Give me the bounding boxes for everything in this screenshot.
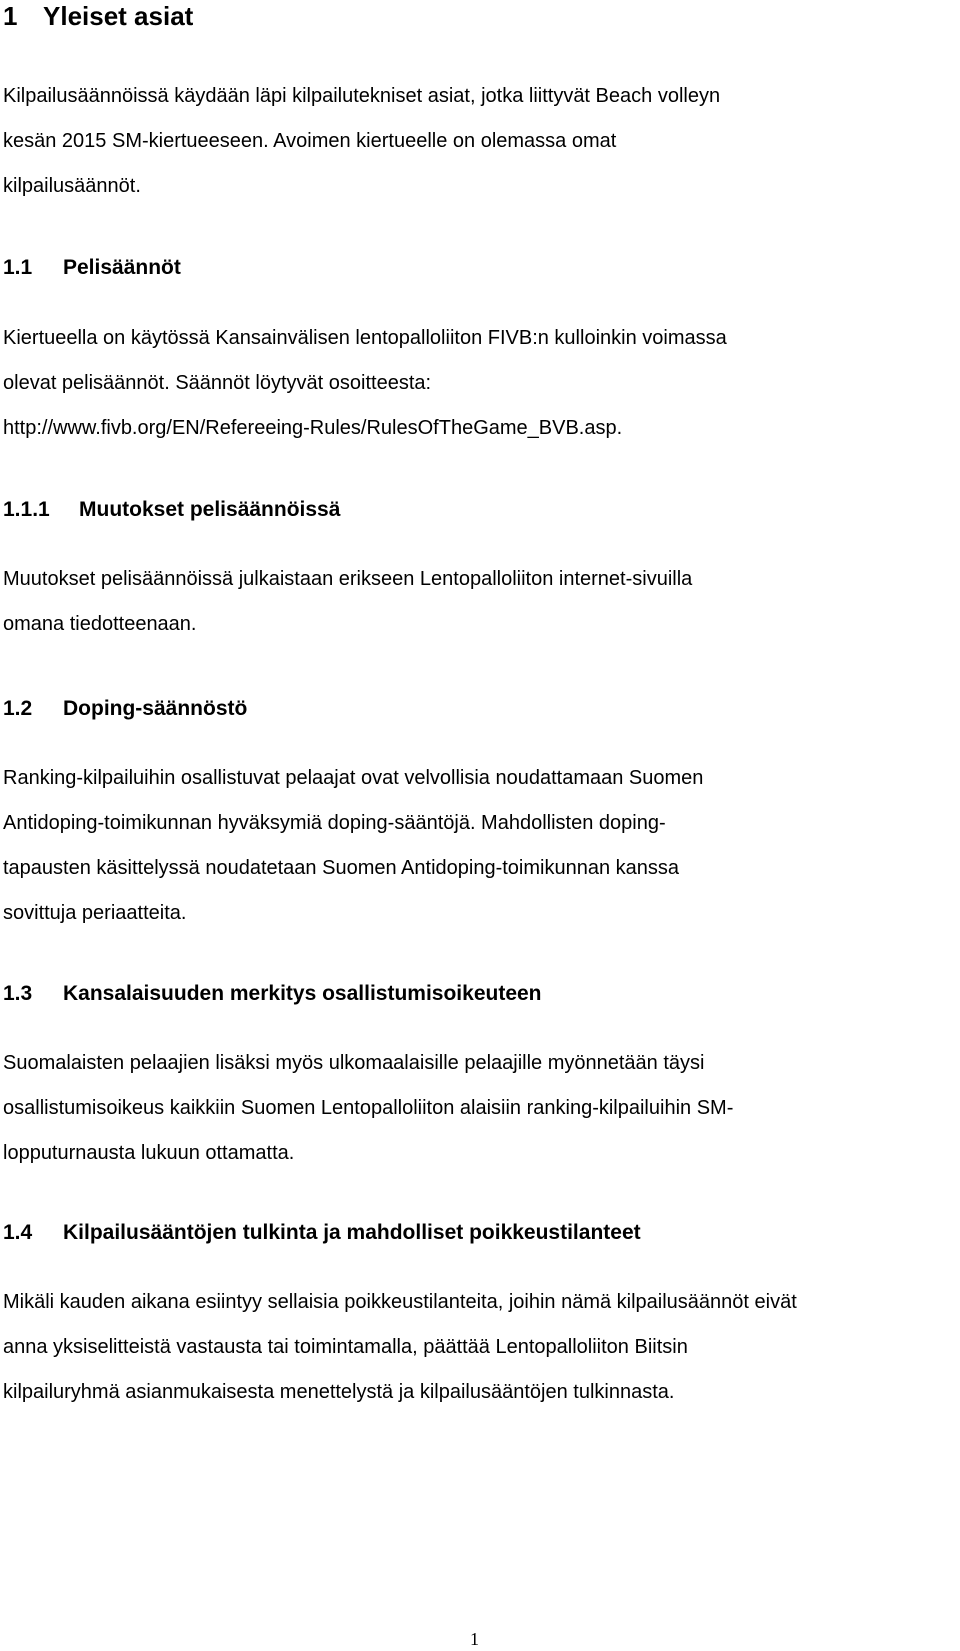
section-1-2-title: Doping-säännöstö	[63, 697, 248, 720]
section-1-1-paragraph	[3, 316, 951, 451]
paragraph-line: tapausten käsittelyssä noudatetaan Suomen Antidoping-toimikunnan kanssa	[3, 857, 680, 879]
paragraph-line: Ranking-kilpailuihin osallistuvat pelaajat ovat velvollisia noudattamaan Suomen	[3, 767, 704, 789]
section-1-4-title: Kilpailusääntöjen tulkinta ja mahdolliset poikkeustilanteet	[63, 1221, 641, 1244]
section-1-title: Yleiset asiat	[43, 1, 194, 31]
paragraph-line: Kilpailusäännöissä käydään läpi kilpailutekniset asiat, jotka liittyvät Beach volleyn	[3, 85, 721, 107]
section-1-paragraph	[3, 74, 951, 209]
paragraph-line: lopputurnausta lukuun ottamatta.	[3, 1142, 295, 1164]
section-1-number: 1	[3, 1, 18, 31]
section-1-heading	[3, 0, 193, 32]
rules-url-line: http://www.fivb.org/EN/Refereeing-Rules/RulesOfTheGame_BVB.asp.	[3, 417, 623, 439]
paragraph-line: osallistumisoikeus kaikkiin Suomen Lentopalloliiton alaisiin ranking-kilpailuihin SM-	[3, 1097, 734, 1119]
section-1-3-paragraph	[3, 1041, 951, 1176]
section-1-4-number: 1.4	[3, 1221, 33, 1244]
section-1-2-heading	[3, 695, 247, 723]
section-1-4-paragraph	[3, 1280, 951, 1415]
section-1-2-number: 1.2	[3, 697, 33, 720]
paragraph-line: Muutokset pelisäännöissä julkaistaan erikseen Lentopalloliiton internet-sivuilla	[3, 568, 693, 590]
section-1-1-1-paragraph	[3, 557, 951, 647]
paragraph-line: omana tiedotteenaan.	[3, 613, 197, 635]
section-1-1-1-heading	[3, 496, 340, 524]
section-1-4-heading	[3, 1219, 641, 1247]
section-1-1-1-number: 1.1.1	[3, 498, 50, 521]
section-1-1-title: Pelisäännöt	[63, 256, 181, 279]
paragraph-line: Suomalaisten pelaajien lisäksi myös ulkomaalaisille pelaajille myönnetään täysi	[3, 1052, 705, 1074]
paragraph-line: kilpailuryhmä asianmukaisesta menettelystä ja kilpailusääntöjen tulkinnasta.	[3, 1381, 675, 1403]
paragraph-line: anna yksiselitteistä vastausta tai toimintamalla, päättää Lentopalloliiton Biitsin	[3, 1336, 688, 1358]
paragraph-line: sovittuja periaatteita.	[3, 902, 187, 924]
paragraph-line: Kiertueella on käytössä Kansainvälisen lentopalloliiton FIVB:n kulloinkin voimassa	[3, 327, 727, 349]
section-1-1-number: 1.1	[3, 256, 33, 279]
section-1-3-number: 1.3	[3, 982, 33, 1005]
paragraph-line: Antidoping-toimikunnan hyväksymiä doping-sääntöjä. Mahdollisten doping-	[3, 812, 666, 834]
paragraph-line: olevat pelisäännöt. Säännöt löytyvät osoitteesta:	[3, 372, 432, 394]
paragraph-line: kilpailusäännöt.	[3, 175, 141, 197]
section-1-1-1-title: Muutokset pelisäännöissä	[79, 498, 341, 521]
section-1-3-title: Kansalaisuuden merkitys osallistumisoikeuteen	[63, 982, 542, 1005]
section-1-1-heading	[3, 254, 181, 282]
section-1-3-heading	[3, 980, 542, 1008]
paragraph-line: Mikäli kauden aikana esiintyy sellaisia poikkeustilanteita, joihin nämä kilpailusäännöt eivät	[3, 1291, 797, 1313]
section-1-2-paragraph	[3, 756, 951, 936]
paragraph-line: kesän 2015 SM-kiertueeseen. Avoimen kiertueelle on olemassa omat	[3, 130, 617, 152]
page-number: 1	[470, 1629, 479, 1649]
